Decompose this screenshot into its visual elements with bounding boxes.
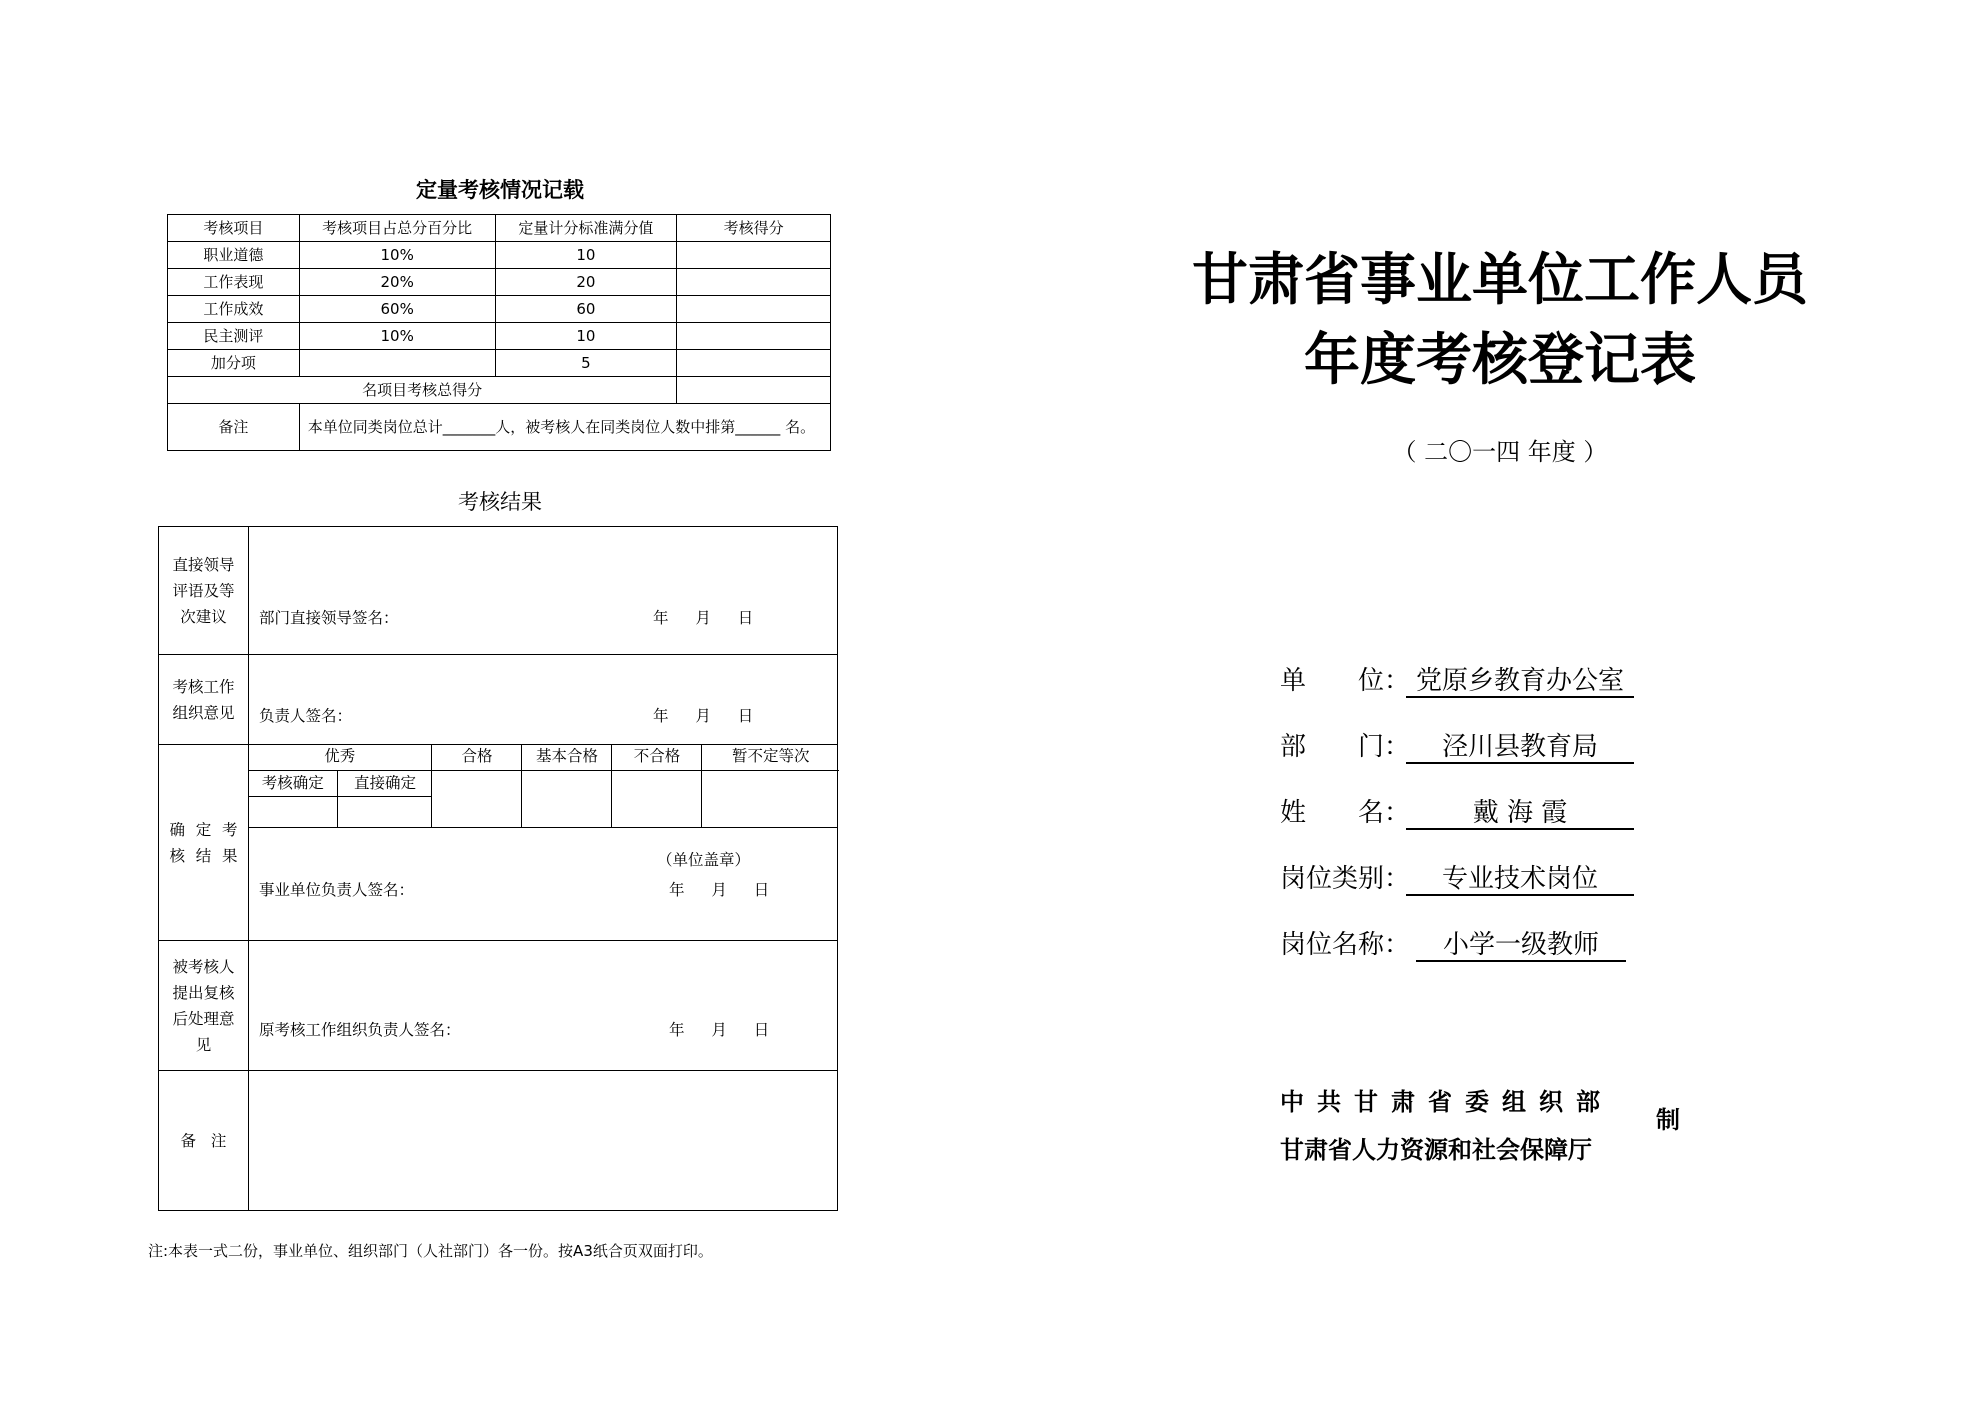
- field-label: 姓 名：: [1280, 798, 1411, 828]
- grade-exam-confirm: 考核确定: [248, 770, 338, 796]
- table-row: [168, 296, 831, 323]
- header-item: 考核项目: [168, 215, 300, 242]
- field-label: 单 位：: [1280, 666, 1411, 696]
- org-date: 年 月 日: [652, 707, 754, 725]
- header-full: 定量计分标准满分值: [495, 215, 677, 242]
- issuer-suffix: 制: [1656, 1105, 1680, 1134]
- row-item: 民主测评: [168, 323, 300, 350]
- row-item: 职业道德: [168, 242, 300, 269]
- grade-fail: 不合格: [612, 744, 702, 770]
- leader-date: 年 月 日: [652, 609, 754, 627]
- row-percent: 20%: [299, 269, 495, 296]
- year-label: （ 二〇一四 年度 ）: [1392, 438, 1608, 466]
- org-sign-label: 负责人签名：: [258, 707, 352, 725]
- total-label: 名项目考核总得分: [168, 377, 677, 404]
- org-body[interactable]: [248, 655, 837, 745]
- grade-direct-confirm-cell[interactable]: [338, 797, 432, 827]
- row-score[interactable]: [677, 242, 831, 269]
- unit-stamp: （单位盖章）: [656, 851, 750, 869]
- total-row: [168, 377, 831, 404]
- row-full: 5: [495, 350, 677, 377]
- table-row: [168, 269, 831, 296]
- header-score: 考核得分: [677, 215, 831, 242]
- note-row: [168, 404, 831, 451]
- issuer: [1280, 1078, 1613, 1174]
- review-label: 被考核人提出复核后处理意见: [159, 941, 249, 1071]
- row-percent: 60%: [299, 296, 495, 323]
- quant-title: 定量考核情况记载: [416, 178, 584, 202]
- header-percent: 考核项目占总分百分比: [299, 215, 495, 242]
- grade-pass: 合格: [432, 744, 522, 770]
- row-percent: [299, 350, 495, 377]
- leader-sign-label: 部门直接领导签名：: [258, 609, 399, 627]
- row-full: 10: [495, 242, 677, 269]
- quant-table: [167, 214, 831, 451]
- note-text: 本单位同类岗位总计_______人，被考核人在同类岗位人数中排第______ 名。: [299, 404, 830, 451]
- grade-direct-confirm: 直接确定: [338, 770, 432, 796]
- row-score[interactable]: [677, 296, 831, 323]
- result-title: 考核结果: [458, 490, 542, 514]
- review-body[interactable]: [248, 941, 837, 1071]
- field-value[interactable]: 戴 海 霞: [1406, 792, 1634, 830]
- row-score[interactable]: [677, 269, 831, 296]
- issuer-line-2: 甘肃省人力资源和社会保障厅: [1280, 1135, 1592, 1164]
- row-percent: 10%: [299, 323, 495, 350]
- grade-undetermined: 暂不定等次: [702, 744, 839, 770]
- title-line-2: 年度考核登记表: [1304, 327, 1696, 393]
- confirm-row: [159, 745, 838, 941]
- field-value[interactable]: 党原乡教育办公室: [1406, 660, 1634, 698]
- remark-row: [159, 1071, 838, 1211]
- remark-body[interactable]: [248, 1071, 837, 1211]
- grade-excellent: 优秀: [248, 744, 432, 770]
- confirm-date: 年 月 日: [668, 881, 770, 899]
- table-row: [168, 350, 831, 377]
- grade-table: [248, 744, 839, 827]
- review-sign-label: 原考核工作组织负责人签名：: [258, 1021, 461, 1039]
- grade-basic-pass-cell[interactable]: [522, 770, 612, 827]
- issuer-line-1: 中共甘肃省委组织部: [1280, 1087, 1613, 1116]
- grade-basic-pass: 基本合格: [522, 744, 612, 770]
- table-row: [168, 323, 831, 350]
- footnote: 注:本表一式二份，事业单位、组织部门（人社部门）各一份。按A3纸合页双面打印。: [148, 1242, 713, 1260]
- review-row: [159, 941, 838, 1071]
- title-line-1: 甘肃省事业单位工作人员: [1192, 247, 1808, 313]
- row-score[interactable]: [677, 350, 831, 377]
- confirm-label: 确 定 考核结果: [159, 745, 249, 941]
- remark-label: 备 注: [159, 1071, 249, 1211]
- field-value[interactable]: 专业技术岗位: [1406, 858, 1634, 896]
- field-label: 部 门：: [1280, 732, 1411, 762]
- main-title: [1100, 240, 1900, 400]
- row-full: 20: [495, 269, 677, 296]
- table-row: [168, 242, 831, 269]
- org-label: 考核工作组织意见: [159, 655, 249, 745]
- row-percent: 10%: [299, 242, 495, 269]
- field-value[interactable]: 小学一级教师: [1416, 924, 1626, 962]
- note-label: 备注: [168, 404, 300, 451]
- result-table: [158, 526, 838, 1211]
- total-score[interactable]: [677, 377, 831, 404]
- quant-header-row: [168, 215, 831, 242]
- org-row: [159, 655, 838, 745]
- grade-exam-confirm-cell[interactable]: [248, 797, 338, 827]
- row-item: 加分项: [168, 350, 300, 377]
- row-item: 工作成效: [168, 296, 300, 323]
- leader-row: [159, 527, 838, 655]
- grade-fail-cell[interactable]: [612, 770, 702, 827]
- row-full: 60: [495, 296, 677, 323]
- grade-undetermined-cell[interactable]: [702, 770, 839, 827]
- row-score[interactable]: [677, 323, 831, 350]
- field-label: 岗位类别：: [1280, 864, 1411, 894]
- review-date: 年 月 日: [668, 1021, 770, 1039]
- row-full: 10: [495, 323, 677, 350]
- confirm-body: [248, 745, 837, 941]
- leader-body[interactable]: [248, 527, 837, 655]
- grade-pass-cell[interactable]: [432, 770, 522, 827]
- field-value[interactable]: 泾川县教育局: [1406, 726, 1634, 764]
- confirm-sign-label: 事业单位负责人签名：: [258, 881, 414, 899]
- row-item: 工作表现: [168, 269, 300, 296]
- grade-area: [249, 745, 837, 828]
- field-label: 岗位名称：: [1280, 930, 1411, 960]
- leader-label: 直接领导评语及等次建议: [159, 527, 249, 655]
